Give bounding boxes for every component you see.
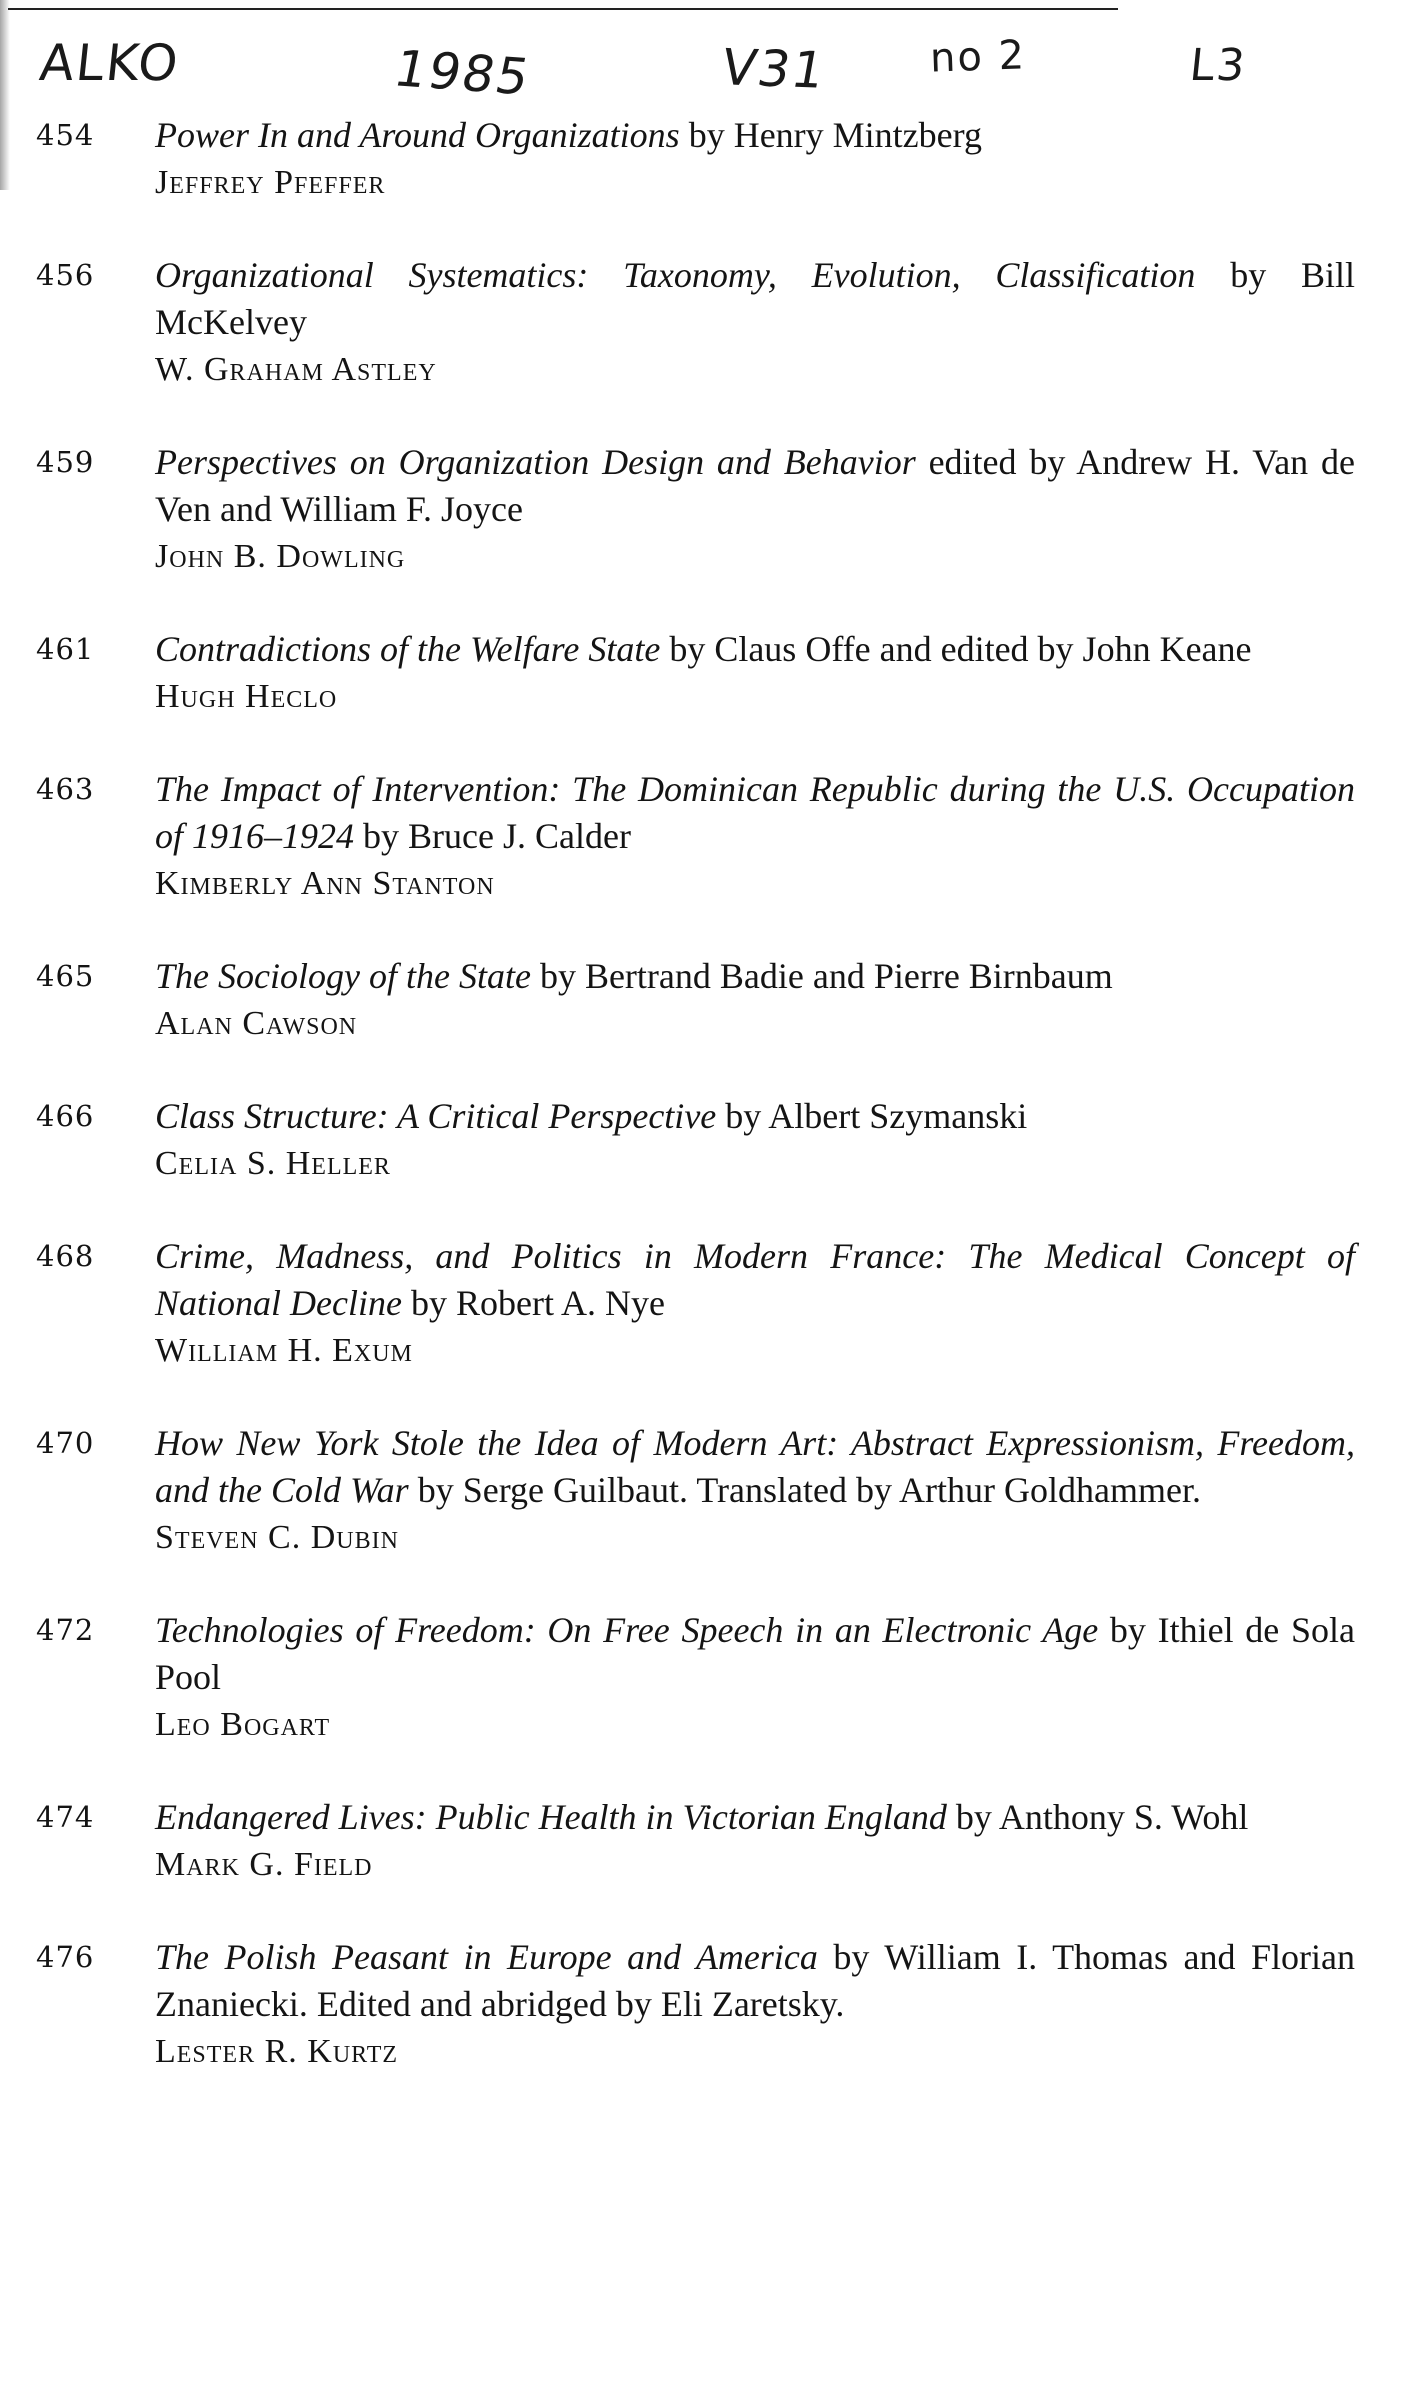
reviewer-name: Alan Cawson [155, 1005, 358, 1042]
book-byline: by Ithiel de Sola Pool [155, 1610, 1355, 1697]
book-title: The Polish Peasant in Europe and America [155, 1937, 818, 1977]
review-list [0, 112, 1411, 2121]
book-byline: edited by Andrew H. Van de Ven and William F. Joyce [155, 442, 1355, 529]
book-citation [155, 1420, 1355, 1514]
book-title: Technologies of Freedom: On Free Speech in an Electronic Age [155, 1610, 1099, 1650]
book-title: Class Structure: A Critical Perspective [155, 1096, 717, 1136]
reviewer-name: William H. Exum [155, 1332, 413, 1369]
handwritten-note: 1985 [389, 39, 537, 107]
reviewer-name: Lester R. Kurtz [155, 2033, 399, 2070]
review-entry [0, 1607, 1355, 1748]
reviewer-name: Jeffrey Pfeffer [155, 164, 386, 201]
reviewer-name: Kimberly Ann Stanton [155, 865, 495, 902]
book-byline: by Henry Mintzberg [679, 115, 982, 155]
book-citation [155, 1934, 1355, 2028]
review-entry [0, 252, 1355, 393]
book-title: The Sociology of the State [155, 956, 531, 996]
page-number: 466 [36, 1099, 95, 1133]
review-entry [0, 112, 1355, 206]
book-title: Organizational Systematics: Taxonomy, Evolution, Classification [155, 255, 1196, 295]
page-number: 454 [36, 118, 95, 152]
book-byline: by Albert Szymanski [716, 1096, 1028, 1136]
book-byline: by Anthony S. Wohl [946, 1797, 1249, 1837]
reviewer-name: John B. Dowling [155, 538, 406, 575]
book-citation [155, 439, 1355, 533]
book-citation [155, 953, 1355, 1000]
book-title: Endangered Lives: Public Health in Victorian England [155, 1797, 947, 1837]
reviewer-name: Celia S. Heller [155, 1145, 391, 1182]
book-byline: by Robert A. Nye [401, 1283, 665, 1323]
review-entry [0, 1934, 1355, 2075]
book-citation [155, 626, 1355, 673]
book-title: Perspectives on Organization Design and Behavior [155, 442, 916, 482]
book-byline: by Bertrand Badie and Pierre Birnbaum [530, 956, 1113, 996]
page-number: 461 [36, 632, 95, 666]
review-entry [0, 953, 1355, 1047]
reviewer-name: Hugh Heclo [155, 678, 338, 715]
book-byline: by William I. Thomas and Florian Znaniecki. Edited and abridged by Eli Zaretsky. [155, 1937, 1356, 2024]
handwritten-note: V31 [716, 38, 831, 100]
book-citation [155, 1794, 1355, 1841]
reviewer-name: Mark G. Field [155, 1846, 373, 1883]
book-byline: by Claus Offe and edited by John Keane [660, 629, 1252, 669]
book-title: The Impact of Intervention: The Dominican Republic during the U.S. Occupation of 1916–1924 [155, 769, 1355, 856]
page-number: 456 [36, 258, 95, 292]
page-number: 465 [36, 959, 95, 993]
book-title: How New York Stole the Idea of Modern Art: Abstract Expressionism, Freedom, and the Cold War [155, 1423, 1355, 1510]
book-citation [155, 112, 1355, 159]
review-entry [0, 1420, 1355, 1561]
review-entry [0, 439, 1355, 580]
book-title: Crime, Madness, and Politics in Modern France: The Medical Concept of National Decline [155, 1236, 1355, 1323]
review-entry [0, 626, 1355, 720]
review-entry [0, 1093, 1355, 1187]
book-citation [155, 1607, 1355, 1701]
reviewer-name: Steven C. Dubin [155, 1519, 399, 1556]
book-byline: by Bill McKelvey [155, 255, 1355, 342]
book-title: Contradictions of the Welfare State [155, 629, 661, 669]
page-number: 459 [36, 445, 95, 479]
reviewer-name: Leo Bogart [155, 1706, 331, 1743]
review-entry [0, 1233, 1355, 1374]
review-entry [0, 766, 1355, 907]
book-byline: by Bruce J. Calder [354, 816, 631, 856]
book-citation [155, 1233, 1355, 1327]
handwritten-note: no 2 [929, 32, 1027, 82]
page-number: 468 [36, 1239, 95, 1273]
handwritten-note: L3 [1187, 40, 1250, 91]
handwritten-note: ALKO [36, 34, 183, 92]
review-entry [0, 1794, 1355, 1888]
page-number: 470 [36, 1426, 95, 1460]
handwritten-annotation [0, 26, 1411, 106]
book-citation [155, 252, 1355, 346]
book-citation [155, 1093, 1355, 1140]
book-byline: by Serge Guilbaut. Translated by Arthur Goldhammer. [408, 1470, 1201, 1510]
page-number: 463 [36, 772, 95, 806]
book-title: Power In and Around Organizations [155, 115, 680, 155]
top-rule [8, 8, 1118, 10]
book-citation [155, 766, 1355, 860]
reviewer-name: W. Graham Astley [155, 351, 437, 388]
page-number: 474 [36, 1800, 95, 1834]
page-number: 476 [36, 1940, 95, 1974]
page-number: 472 [36, 1613, 95, 1647]
